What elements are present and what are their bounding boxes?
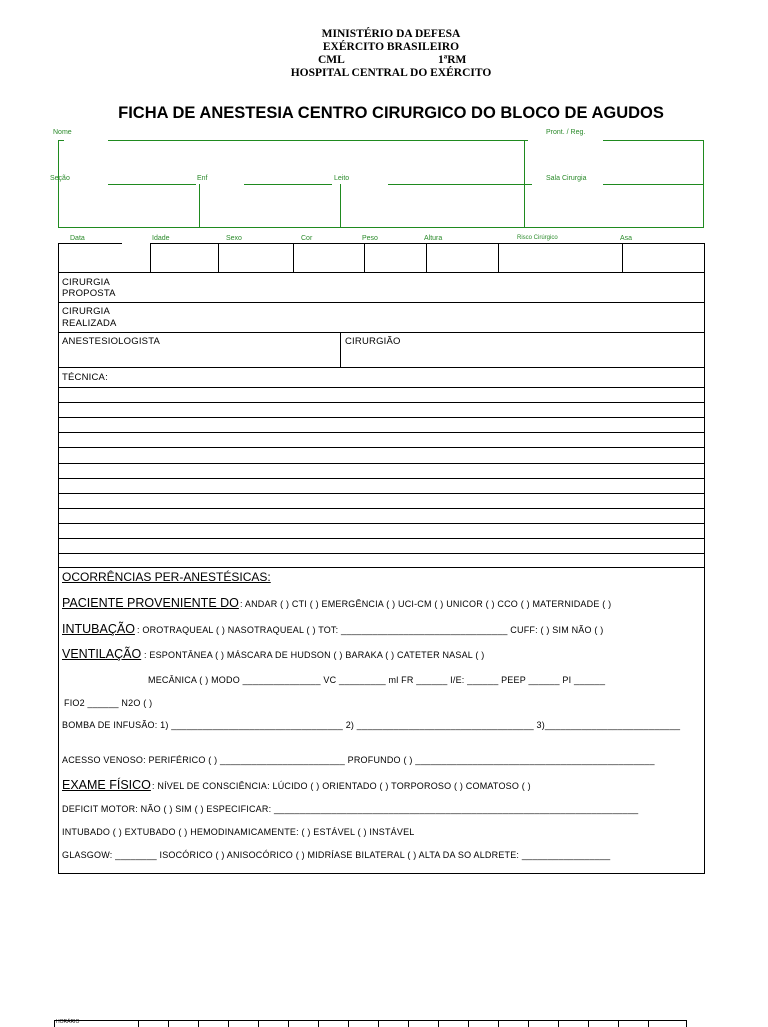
fio2-line: FIO2 ______ N2O ( ): [64, 698, 153, 708]
page-title: FICHA DE ANESTESIA CENTRO CIRURGICO DO BLOCO DE AGUDOS: [118, 104, 664, 122]
label-sexo: Sexo: [226, 235, 242, 242]
header-line-ministerio: MINISTÉRIO DA DEFESA: [321, 28, 461, 40]
horario-label: HORÁRIO: [56, 1019, 80, 1025]
header-line-hospital: HOSPITAL CENTRAL DO EXÉRCITO: [290, 67, 492, 79]
header-line-exercito: EXÉRCITO BRASILEIRO: [322, 41, 460, 53]
label-tecnica: TÉCNICA:: [62, 372, 108, 383]
ventilacao-label: VENTILAÇÃO: [62, 647, 142, 661]
label-secao: Seção: [50, 175, 70, 182]
leito-line[interactable]: [388, 184, 532, 185]
header-line-cml: CML: [318, 54, 345, 66]
sala-line[interactable]: [603, 184, 704, 185]
label-enf: Enf: [197, 175, 208, 182]
ventilacao-options: : ESPONTÂNEA ( ) MÁSCARA DE HUDSON ( ) BARAKA ( ) CATETER NASAL ( ): [144, 650, 485, 660]
intubacao-options: : OROTRAQUEAL ( ) NASOTRAQUEAL ( ) TOT: ________________________________ CUFF: ( ) SIM NÃO ( ): [137, 625, 604, 635]
label-cor: Cor: [301, 235, 313, 242]
ocorrencias-title: OCORRÊNCIAS PER-ANESTÉSICAS:: [62, 570, 271, 584]
label-nome: Nome: [53, 129, 72, 136]
label-cirurgia-realizada-1: CIRURGIA: [62, 306, 111, 317]
mecanica-line: MECÂNICA ( ) MODO _______________ VC _________ ml FR ______ I/E: ______ PEEP ______ PI ______: [148, 675, 606, 685]
intubado-line: INTUBADO ( ) EXTUBADO ( ) HEMODINAMICAMENTE: ( ) ESTÁVEL ( ) INSTÁVEL: [62, 827, 415, 837]
label-asa: Asa: [620, 235, 633, 242]
label-sala: Sala Cirurgia: [546, 175, 587, 182]
label-cirurgiao: CIRURGIÃO: [345, 336, 401, 347]
header-line-rm: 1ªRM: [438, 54, 467, 66]
label-peso: Peso: [362, 235, 378, 242]
nome-line[interactable]: [108, 140, 528, 141]
label-cirurgia-proposta-1: CIRURGIA: [62, 277, 111, 288]
deficit-motor-line: DEFICIT MOTOR: NÃO ( ) SIM ( ) ESPECIFICAR: ______________________________________________________________________: [62, 804, 639, 814]
intubacao-label: INTUBAÇÃO: [62, 622, 135, 636]
acesso-venoso-line: ACESSO VENOSO: PERIFÉRICO ( ) ________________________ PROFUNDO ( ) ______________________________________________: [62, 755, 655, 765]
enf-line[interactable]: [244, 184, 332, 185]
row-divider: [58, 272, 705, 273]
label-idade: Idade: [152, 235, 170, 242]
label-pront: Pront. / Reg.: [546, 129, 586, 136]
label-risco: Risco Cirúrgico: [517, 235, 558, 241]
pront-line[interactable]: [603, 140, 704, 141]
glasgow-line: GLASGOW: ________ ISOCÓRICO ( ) ANISOCÓRICO ( ) MIDRÍASE BILATERAL ( ) ALTA DA SO ALDRETE: _________________: [62, 850, 611, 860]
label-leito: Leito: [334, 175, 350, 182]
label-altura: Altura: [424, 235, 443, 242]
secao-line[interactable]: [108, 184, 196, 185]
paciente-proveniente-options: : ANDAR ( ) CTI ( ) EMERGÊNCIA ( ) UCI-CM ( ) UNICOR ( ) CCO ( ) MATERNIDADE ( ): [240, 599, 612, 609]
label-anestesiologista: ANESTESIOLOGISTA: [62, 336, 161, 347]
label-cirurgia-proposta-2: PROPOSTA: [62, 288, 116, 299]
bomba-infusao-line: BOMBA DE INFUSÃO: 1) _________________________________ 2) __________________________________ 3)__________________________: [62, 720, 681, 730]
label-data: Data: [70, 235, 85, 242]
exame-fisico-label: EXAME FÍSICO: [62, 778, 151, 792]
label-cirurgia-realizada-2: REALIZADA: [62, 318, 117, 329]
paciente-proveniente-label: PACIENTE PROVENIENTE DO: [62, 596, 239, 610]
exame-fisico-options: : NÍVEL DE CONSCIÊNCIA: LÚCIDO ( ) ORIENTADO ( ) TORPOROSO ( ) COMATOSO ( ): [152, 781, 531, 791]
